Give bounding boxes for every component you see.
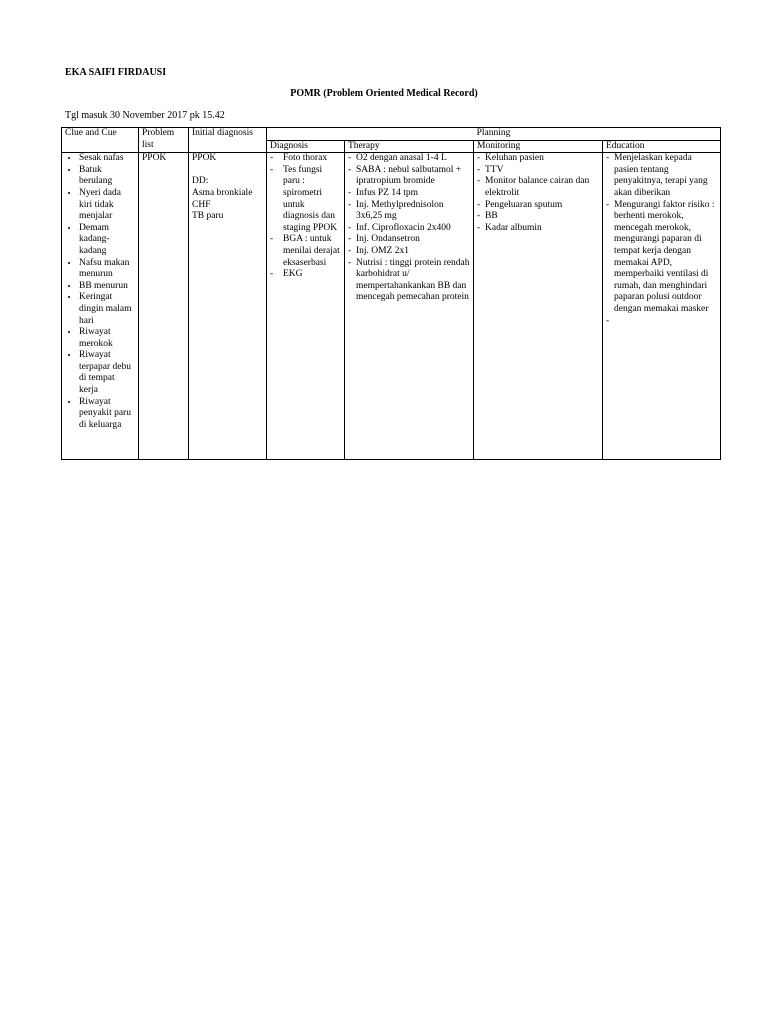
list-item: • Batuk berulang: [79, 165, 135, 188]
pomr-table: [61, 127, 721, 460]
clue-cell: [62, 153, 139, 460]
header-problem: Problem list: [139, 128, 189, 153]
list-item: - Inj. Methylprednisolon 3x6,25 mg: [348, 200, 470, 223]
list-item: • Nyeri dada kiri tidak menjalar: [79, 188, 135, 223]
list-item: - EKG: [270, 269, 341, 281]
header-education: Education: [603, 140, 721, 153]
monitoring-list: [477, 153, 599, 234]
dd-label: DD:: [192, 176, 209, 187]
list-item: - Pengeluaran sputum: [477, 200, 599, 212]
problem-cell: PPOK: [139, 153, 189, 460]
header-row: [62, 128, 721, 141]
list-item: - Nutrisi : tinggi protein rendah karbohidrat u/ mempertahankankan BB dan mencegah pemecahan protein: [348, 258, 470, 304]
monitoring-cell: [474, 153, 603, 460]
list-item: - Infus PZ 14 tpm: [348, 188, 470, 200]
list-item: • Riwayat penyakit paru di keluarga: [79, 397, 135, 432]
diagnosis-list: [270, 153, 341, 281]
admission-date: Tgl masuk 30 November 2017 pk 15.42: [65, 110, 225, 121]
list-item: • Nafsu makan menurun: [79, 258, 135, 281]
list-item: - BGA : untuk menilai derajat eksaserbasi: [270, 234, 341, 269]
list-item: - Mengurangi faktor risiko : berhenti merokok, mencegah merokok, mengurangi paparan di tempat kerja dengan memakai APD, memperbaiki ventilasi di rumah, dan menghindari paparan polusi outdoor dengan memakai masker: [606, 200, 717, 316]
clue-list: [65, 153, 135, 431]
initial-diagnosis-cell: [189, 153, 267, 460]
header-diagnosis: Diagnosis: [267, 140, 345, 153]
list-item: - Inj. Ondansetron: [348, 234, 470, 246]
header-planning: Planning: [267, 128, 721, 141]
therapy-list: [348, 153, 470, 304]
list-item: • Sesak nafas: [79, 153, 135, 165]
list-item: - Tes fungsi paru : spirometri untuk diagnosis dan staging PPOK: [270, 165, 341, 235]
list-item: • Riwayat terpapar debu di tempat kerja: [79, 350, 135, 396]
list-item: - SABA : nebul salbutamol + ipratropium bromide: [348, 165, 470, 188]
dd-item: Asma bronkiale: [192, 187, 253, 198]
list-item: - Inf. Ciprofloxacin 2x400: [348, 223, 470, 235]
dd-item: TB paru: [192, 211, 224, 222]
list-item: - Keluhan pasien: [477, 153, 599, 165]
list-item: - Inj. OMZ 2x1: [348, 246, 470, 258]
header-monitoring: Monitoring: [474, 140, 603, 153]
list-item: • Keringat dingin malam hari: [79, 292, 135, 327]
education-cell: [603, 153, 721, 460]
document-title: POMR (Problem Oriented Medical Record): [290, 88, 478, 99]
list-item: - BB: [477, 211, 599, 223]
list-item: - Monitor balance cairan dan elektrolit: [477, 176, 599, 199]
header-therapy: Therapy: [345, 140, 474, 153]
list-item: • BB menurun: [79, 281, 135, 293]
list-item: • Demam kadang-kadang: [79, 223, 135, 258]
author-name: EKA SAIFI FIRDAUSI: [65, 67, 167, 78]
list-item: - Foto thorax: [270, 153, 341, 165]
dd-item: CHF: [192, 199, 211, 210]
list-item: - TTV: [477, 165, 599, 177]
header-initial: Initial diagnosis: [189, 128, 267, 153]
diagnosis-cell: [267, 153, 345, 460]
list-item: - Menjelaskan kepada pasien tentang penyakitnya, terapi yang akan diberikan: [606, 153, 717, 199]
education-list: [606, 153, 717, 315]
content-row: [62, 153, 721, 460]
initial-main: PPOK: [192, 153, 217, 164]
header-clue: Clue and Cue: [62, 128, 139, 153]
list-item: • Riwayat merokok: [79, 327, 135, 350]
list-item: - O2 dengan anasal 1-4 L: [348, 153, 470, 165]
list-item: - Kadar albumin: [477, 223, 599, 235]
therapy-cell: [345, 153, 474, 460]
